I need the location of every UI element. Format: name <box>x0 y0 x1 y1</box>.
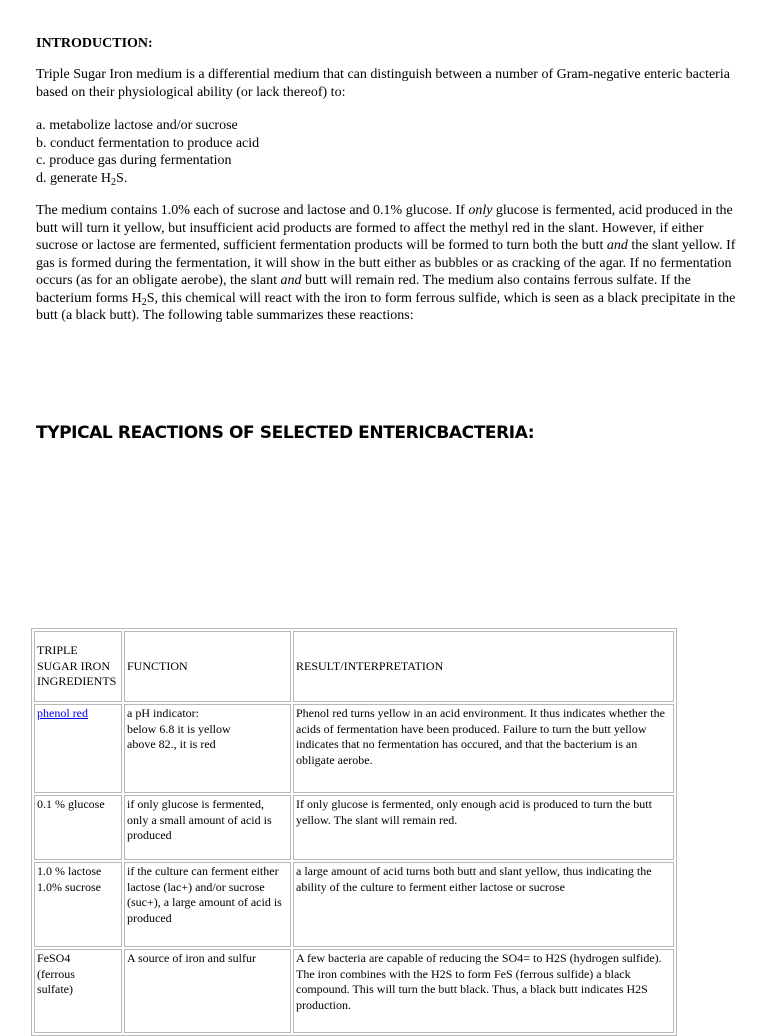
medium-description-paragraph: The medium contains 1.0% each of sucrose and lactose and 0.1% glucose. If only glucose is fermented, acid produced in the butt will turn it yellow, but insufficient acid products are formed to affect the methyl red in the slant. However, if either sucrose or lactose are fermented, sufficient fermentation products will be formed to turn both the butt and the slant yellow. If gas is formed during the fermentation, it will show in the butt either as bubbles or as cracking of the agar. If no fermentation occurs (as for an obligate aerobe), the slant and butt will remain red. The medium also contains ferrous sulfate. If the bacterium forms $H_2S$, this chemical will react with the iron to form ferrous sulfide, which is seen as a black precipitate in the butt (a black butt). The following table summarizes these reactions: <box>36 203 736 323</box>
reactions-table <box>31 628 677 1036</box>
ingredient-cell: 0.1 % glucose <box>34 795 122 860</box>
column-header: RESULT/INTERPRETATION <box>293 631 674 702</box>
column-header: TRIPLE SUGAR IRON INGREDIENTS <box>34 631 122 702</box>
list-item: b. conduct fermentation to produce acid <box>36 135 260 151</box>
table-row <box>34 795 674 860</box>
function-cell: if the culture can ferment either lactose (lac+) and/or sucrose (suc+), a large amount of acid is produced <box>124 862 291 947</box>
introduction-heading: INTRODUCTION: <box>36 36 153 51</box>
function-cell: if only glucose is fermented, only a small amount of acid is produced <box>124 795 291 860</box>
ingredient-cell: 1.0 % lactose 1.0% sucrose <box>34 862 122 947</box>
function-cell: a pH indicator: below 6.8 it is yellow above 82., it is red <box>124 704 291 793</box>
ingredient-cell: FeSO4 (ferrous sulfate) <box>34 949 122 1033</box>
ingredient-cell <box>34 704 122 793</box>
table-row <box>34 949 674 1033</box>
result-cell: If only glucose is fermented, only enough acid is produced to turn the butt yellow. The slant will remain red. <box>293 795 674 860</box>
result-cell: Phenol red turns yellow in an acid environment. It thus indicates whether the acids of fermentation have been produced. Failure to turn the butt yellow indicates that no fermentation has occured, and that the bacterium is an obligate aerobe. <box>293 704 674 793</box>
list-item: d. generate $H_2S$. <box>36 170 128 188</box>
result-cell: a large amount of acid turns both butt and slant yellow, thus indicating the ability of the culture to ferment either lactose or sucrose <box>293 862 674 947</box>
list-item: c. produce gas during fermentation <box>36 153 232 168</box>
introduction-paragraph: Triple Sugar Iron medium is a differential medium that can distinguish between a number of Gram-negative enteric bacteria based on their physiological ability (or lack thereof) to: <box>36 67 730 100</box>
table-row <box>34 862 674 947</box>
table-header-row <box>34 631 674 702</box>
result-cell: A few bacteria are capable of reducing the SO4= to H2S (hydrogen sulfide). The iron combines with the H2S to form FeS (ferrous sulfide) a black compound. This will turn the butt black. Thus, a black butt indicates H2S production. <box>293 949 674 1033</box>
section-title: TYPICAL REACTIONS OF SELECTED ENTERICBACTERIA: <box>36 423 535 443</box>
table-row <box>34 704 674 793</box>
phenol-red-link[interactable]: phenol red <box>37 706 88 720</box>
column-header: FUNCTION <box>124 631 291 702</box>
list-item: a. metabolize lactose and/or sucrose <box>36 118 238 133</box>
ability-list <box>36 117 259 187</box>
function-cell: A source of iron and sulfur <box>124 949 291 1033</box>
